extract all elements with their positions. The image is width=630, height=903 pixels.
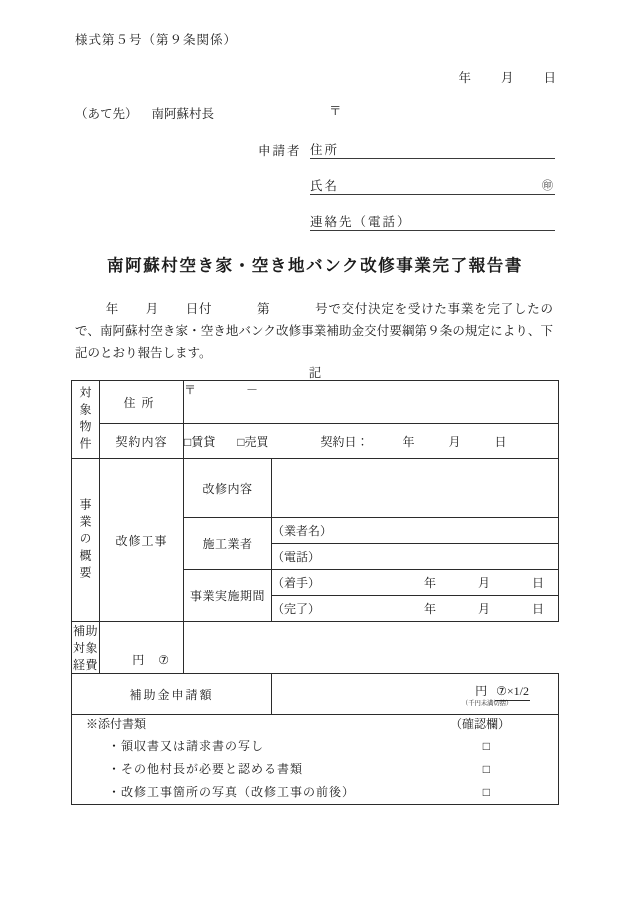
subsidy-label-cell — [72, 674, 272, 715]
table-row-subsidy — [72, 674, 559, 715]
period-end-cell[interactable] — [272, 596, 559, 622]
contract-date-label: 契約日： — [320, 434, 369, 449]
contract-value-cell[interactable] — [184, 424, 559, 459]
body-year: 年 — [105, 302, 120, 316]
period-end-label: （完了） — [272, 602, 321, 616]
postal-mark: 〒 — [184, 383, 197, 397]
table-row-property-address — [72, 381, 559, 424]
checkbox-sale[interactable]: □売買 — [237, 434, 269, 449]
subsidy-label: 補助金申請額 — [129, 687, 214, 702]
attachments-heading: ※添付書類 — [86, 717, 147, 731]
eligible-cost-label-cell — [72, 622, 100, 674]
body-line3: 定により、下記のとおり報告します。 — [75, 324, 553, 360]
period-start-month: 月 — [478, 576, 491, 590]
applicant-name-label: 氏名 — [310, 179, 340, 193]
subsidy-yen: 円 — [475, 684, 488, 698]
renovation-content-value-cell[interactable] — [272, 459, 559, 518]
circle-seven-mark: ⑦ — [158, 653, 169, 667]
attachment-item-label: ・その他村長が必要と認める書類 — [108, 762, 304, 776]
address-label-cell — [100, 381, 184, 424]
renovation-content-label: 改修内容 — [202, 481, 253, 496]
renovation-label: 改修工事 — [115, 533, 168, 548]
eligible-cost-yen: 円 — [132, 653, 145, 667]
attachment-item-label: ・領収書又は請求書の写し — [108, 739, 265, 753]
table-row-eligible-cost — [72, 622, 559, 674]
attachments-heading-row — [72, 715, 558, 735]
contractor-name-cell[interactable] — [272, 518, 559, 544]
table-row-renovation-content — [72, 459, 559, 518]
contractor-label: 施工業者 — [202, 537, 253, 551]
attachment-checkbox[interactable]: □ — [482, 762, 490, 776]
table-row-attachments — [72, 715, 559, 805]
body-month: 月 — [145, 302, 160, 316]
eligible-cost-unit-group — [132, 651, 169, 668]
address-label: 住所 — [123, 395, 160, 410]
body-line2: たので、南阿蘇村空き家・空き地バンク改修事業補助金交付要綱第９条の規 — [75, 302, 553, 338]
body-dai: 第 — [256, 302, 271, 316]
eligible-cost-value-cell[interactable] — [100, 622, 184, 674]
applicant-name-field[interactable] — [310, 176, 555, 195]
body-gou-text: 号で交付決定を受けた事業を完了し — [314, 302, 528, 316]
date-month-label: 月 — [500, 71, 514, 85]
subsidy-value-cell[interactable] — [272, 674, 559, 715]
contractor-name-label: （業者名） — [272, 524, 333, 538]
postal-dash: － — [246, 383, 259, 397]
checkbox-lease[interactable]: □賃貸 — [184, 434, 216, 449]
period-end-day: 日 — [532, 602, 545, 616]
seal-icon: ㊞ — [542, 180, 553, 192]
contract-label: 契約内容 — [115, 434, 168, 449]
eligible-cost-label: 補助対象経費 — [72, 624, 98, 672]
subsidy-formula: ⑦×1/2 — [495, 684, 530, 701]
contractor-label-cell — [184, 518, 272, 570]
property-vertical-label-cell — [72, 381, 100, 459]
address-value-cell[interactable] — [184, 381, 559, 424]
renovation-content-label-cell — [184, 459, 272, 518]
period-end-year: 年 — [424, 602, 437, 616]
period-start-cell[interactable] — [272, 570, 559, 596]
period-label-cell — [184, 570, 272, 622]
addressee-name: 南阿蘇村長 — [151, 107, 215, 121]
document-date-line — [458, 68, 556, 86]
subsidy-note: （千円未満切捨） — [461, 700, 513, 707]
attachment-item — [72, 781, 558, 804]
contract-month: 月 — [448, 434, 461, 449]
period-start-day: 日 — [532, 576, 545, 590]
applicant-address-label: 住所 — [310, 143, 340, 157]
attachment-item-label: ・改修工事箇所の写真（改修工事の前後） — [108, 785, 356, 799]
addressee-line — [75, 104, 214, 122]
applicant-label: 申請者 — [258, 144, 302, 158]
attachment-checkbox[interactable]: □ — [482, 739, 490, 753]
period-start-year: 年 — [424, 576, 437, 590]
contract-year: 年 — [402, 434, 415, 449]
contract-label-cell — [100, 424, 184, 459]
form-number: 様式第５号（第９条関係） — [75, 33, 238, 47]
body-day: 日付 — [185, 302, 213, 316]
period-end-month: 月 — [478, 602, 491, 616]
date-year-label: 年 — [458, 71, 471, 85]
page-title: 南阿蘇村空き家・空き地バンク改修事業完了報告書 — [107, 256, 523, 275]
contractor-tel-label: （電話） — [272, 550, 321, 564]
attachments-cell — [72, 715, 559, 805]
applicant-address-field[interactable] — [310, 140, 555, 159]
renovation-label-cell — [100, 459, 184, 622]
attachment-checkbox[interactable]: □ — [482, 785, 490, 799]
body-paragraph — [75, 298, 553, 364]
ki-marker: 記 — [308, 366, 322, 380]
period-start-label: （着手） — [272, 576, 321, 590]
attachment-item — [72, 735, 558, 758]
attachments-confirm-column-label: （確認欄） — [449, 717, 510, 731]
postal-code-mark: 〒 — [329, 104, 342, 118]
date-day-label: 日 — [543, 71, 556, 85]
property-label: 対象物件 — [78, 385, 92, 454]
contractor-tel-cell[interactable] — [272, 544, 559, 570]
table-row-contract — [72, 424, 559, 459]
applicant-contact-field[interactable] — [310, 212, 555, 231]
contract-day: 日 — [494, 434, 507, 449]
report-table — [71, 380, 559, 805]
period-label: 事業実施期間 — [189, 589, 265, 603]
addressee-prefix: （あて先） — [75, 107, 138, 121]
attachment-item — [72, 758, 558, 781]
applicant-contact-label: 連絡先（電話） — [310, 215, 412, 229]
project-label: 事業の概要 — [78, 497, 92, 583]
project-vertical-label-cell — [72, 459, 100, 622]
